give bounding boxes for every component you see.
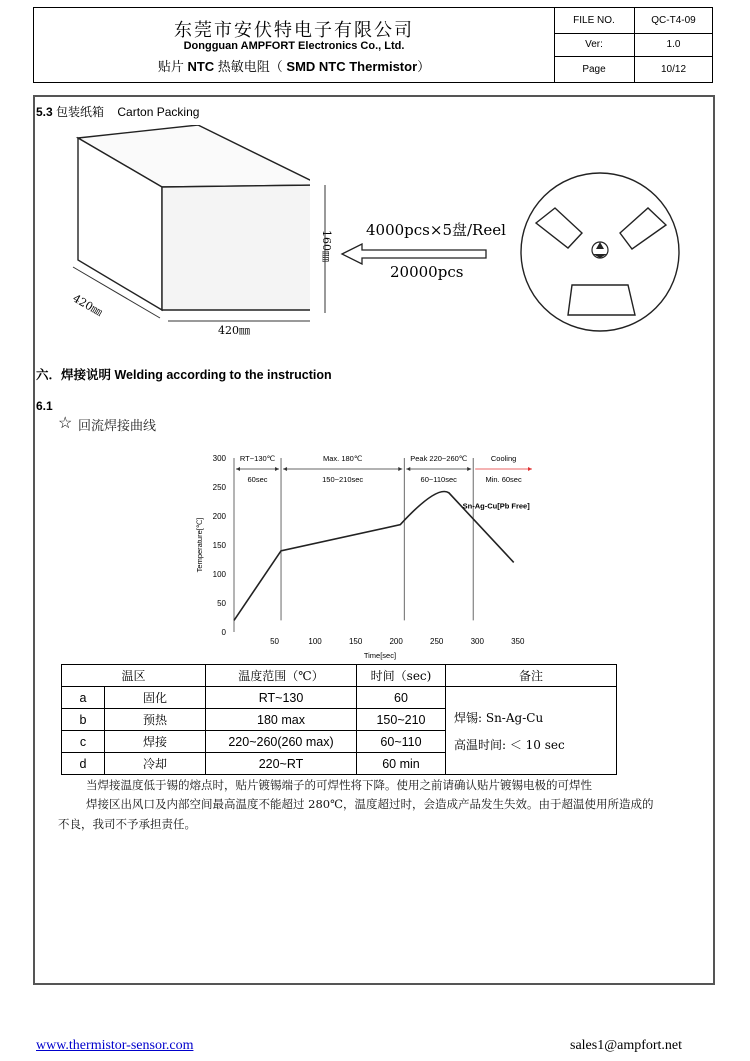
box-depth-label: 420㎜ (70, 291, 105, 319)
page-label: Page (554, 56, 635, 82)
table-header-time: 时间（sec) (357, 665, 446, 687)
document-meta-table (554, 8, 712, 82)
footer-email: sales1@ampfort.net (570, 1038, 683, 1053)
reflow-process-table (61, 664, 617, 775)
reel-icon (510, 163, 690, 343)
table-header-zone: 温区 (62, 665, 206, 687)
zone-duration-label: 150~210sec (322, 475, 364, 484)
row-time: 150~210 (357, 709, 446, 731)
reel-qty-label: 4000pcs×5盘/Reel (366, 221, 506, 239)
zone-label: Cooling (490, 454, 517, 463)
product-ntc: NTC (187, 59, 215, 74)
zone-arrow-head (275, 467, 279, 471)
file-no-label: FILE NO. (554, 8, 635, 33)
row-id: a (62, 687, 105, 709)
zone-duration-label: 60sec (247, 475, 268, 484)
zone-arrow-head (528, 467, 532, 471)
x-tick-label: 150 (348, 637, 363, 646)
note-line-2: 焊接区出风口及内部空间最高温度不能超过 280℃，温度超过时，会造成产品发生失效。由于超温使用所造成的 (86, 797, 654, 811)
section-5-3-number: 5.3 (36, 105, 53, 119)
zone-duration-label: 60~110sec (420, 475, 457, 484)
zone-label: RT~130℃ (239, 454, 276, 463)
row-time: 60 (357, 687, 446, 709)
box-width-label: 420㎜ (218, 324, 250, 337)
row-temp: 220~RT (206, 753, 357, 775)
row-zone: 预热 (105, 709, 206, 731)
row-temp: 180 max (206, 709, 357, 731)
y-tick-label: 250 (212, 483, 226, 492)
product-en: SMD NTC Thermistor (286, 59, 418, 74)
row-id: b (62, 709, 105, 731)
section-5-3-heading (36, 103, 199, 120)
row-temp: 220~260(260 max) (206, 731, 357, 753)
x-tick-label: 350 (511, 637, 525, 646)
row-zone: 冷却 (105, 753, 206, 775)
website-link[interactable]: www.thermistor-sensor.com (36, 1038, 194, 1053)
reflow-curve-line (234, 491, 514, 620)
note-line-1: 当焊接温度低于锡的熔点时，贴片镀锡端子的可焊性将下降。使用之前请确认贴片镀锡电极的可焊性 (86, 778, 592, 792)
remark-time: 高温时间: ＜ 10 sec (454, 737, 565, 752)
arrow-left-icon (340, 243, 490, 265)
section-5-3-title-en: Carton Packing (117, 105, 200, 119)
version-label: Ver: (554, 33, 635, 56)
product-prefix: 贴片 (157, 59, 188, 74)
x-tick-label: 300 (470, 637, 484, 646)
y-tick-label: 300 (212, 454, 226, 463)
x-tick-label: 50 (270, 637, 279, 646)
reflow-profile-chart (190, 440, 560, 665)
total-qty-label: 20000pcs (390, 263, 464, 281)
y-tick-label: 0 (221, 628, 226, 637)
y-axis-label: Temperature[℃] (195, 517, 204, 573)
product-suffix: ） (417, 59, 431, 74)
row-zone: 焊接 (105, 731, 206, 753)
version-value: 1.0 (635, 33, 713, 56)
row-zone: 固化 (105, 687, 206, 709)
row-id: d (62, 753, 105, 775)
zone-arrow-tail (283, 467, 287, 471)
table-row (62, 687, 617, 709)
table-header-temp: 温度范围（℃） (206, 665, 357, 687)
note-line-3: 不良，我司不予承担责任。 (58, 817, 196, 831)
y-tick-label: 100 (212, 570, 226, 579)
company-block (34, 8, 555, 82)
table-header-remark: 备注 (446, 665, 617, 687)
section-6-title-en: Welding according to the instruction (111, 368, 332, 382)
row-time: 60 min (357, 753, 446, 775)
x-tick-label: 100 (308, 637, 322, 646)
x-tick-label: 250 (430, 637, 444, 646)
company-name-cn: 东莞市安伏特电子有限公司 (174, 20, 414, 41)
section-6-heading (36, 365, 332, 383)
remark-cell (446, 687, 617, 775)
footer-website[interactable] (36, 1038, 193, 1054)
row-temp: RT~130 (206, 687, 357, 709)
zone-arrow-tail (406, 467, 410, 471)
section-6-title-cn: 六．焊接说明 (36, 368, 112, 382)
company-name-en: Dongguan AMPFORT Electronics Co., Ltd. (183, 40, 405, 52)
y-tick-label: 200 (212, 512, 226, 521)
x-axis-label: Time[sec] (363, 651, 397, 660)
y-tick-label: 150 (212, 541, 226, 550)
file-no-value: QC-T4-09 (635, 8, 713, 33)
product-title (34, 56, 554, 75)
zone-label: Max. 180℃ (323, 454, 363, 463)
carton-front-face (162, 185, 310, 310)
section-5-3-title-cn: 包装纸箱 (52, 105, 105, 119)
product-mid: 热敏电阻（ (214, 59, 287, 74)
reflow-curve-title: 回流焊接曲线 (78, 419, 157, 434)
document-header (33, 7, 713, 83)
remark-solder: 焊锡: Sn-Ag-Cu (454, 710, 544, 725)
page-value: 10/12 (660, 63, 687, 75)
zone-duration-label: Min. 60sec (485, 475, 522, 484)
zone-label: Peak 220~260℃ (410, 454, 468, 463)
zone-arrow-head (467, 467, 471, 471)
row-time: 60~110 (357, 731, 446, 753)
row-id: c (62, 731, 105, 753)
table-header-row (62, 665, 617, 687)
star-outline-icon: ☆ (58, 415, 73, 432)
y-tick-label: 50 (217, 599, 226, 608)
zone-arrow-tail (236, 467, 240, 471)
series-label: Sn-Ag-Cu[Pb Free] (462, 501, 530, 511)
x-tick-label: 200 (389, 637, 403, 646)
box-height-label: 160㎜ (320, 230, 333, 262)
section-6-1-number: 6.1 (36, 399, 53, 413)
zone-arrow-head (398, 467, 402, 471)
